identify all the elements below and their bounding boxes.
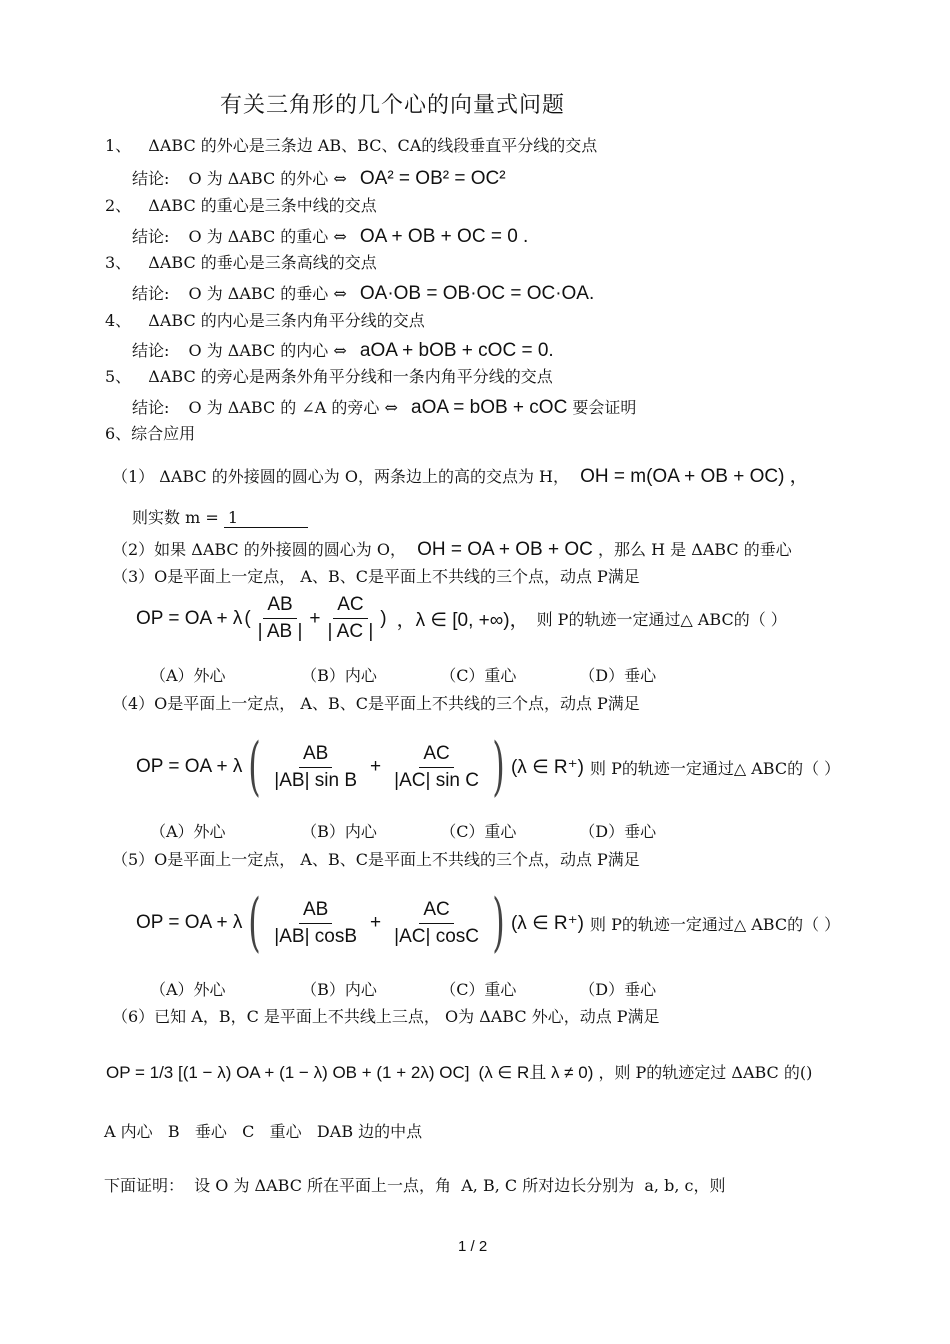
bracket-open: ( (248, 730, 262, 804)
numerator: AB (299, 743, 332, 768)
conclusion-1 (132, 166, 506, 190)
item-text: ΔABC 的旁心是两条外角平分线和一条内角平分线的交点 (148, 367, 553, 386)
conclusion-text: O 为 ΔABC 的 ∠A 的旁心 ⇔ (188, 398, 398, 417)
numerator: AC (333, 594, 367, 619)
bracket-close: ) (492, 886, 505, 960)
question-tail: 则 P的轨迹一定通过△ ABC的（ ） (589, 914, 841, 934)
option-d: （D）垂心 (579, 822, 657, 841)
condition: (λ ∈ R且 λ ≠ 0) (478, 1063, 594, 1082)
question-5-formula (136, 878, 840, 968)
question-3-options (150, 663, 656, 686)
numerator: AC (419, 743, 453, 768)
option-d: （D）垂心 (579, 666, 657, 685)
fraction-ab (254, 594, 307, 643)
question-1-answer (132, 505, 308, 528)
conclusion-label: 结论: (132, 341, 170, 360)
item-2 (105, 193, 377, 216)
denominator: |AC| sin C (394, 769, 479, 791)
item-number: 4、 (105, 311, 132, 330)
fraction-ac (390, 743, 483, 792)
conclusion-label: 结论: (132, 398, 170, 417)
option-a: （A）外心 (150, 666, 226, 685)
question-5: （5）O是平面上一定点， A、B、C是平面上不共线的三个点，动点 P满足 (112, 850, 640, 869)
question-5-options (150, 977, 656, 1000)
formula: OP = 1/3 [(1 − λ) OA + (1 − λ) OB + (1 + 2λ) OC] (106, 1063, 470, 1082)
denominator: | AC | (327, 621, 374, 642)
formula: aOA = bOB + cOC (411, 397, 568, 418)
question-tail: 则 P的轨迹一定通过△ ABC的（ ） (589, 758, 841, 778)
formula-lhs: OP = OA + λ (136, 756, 243, 777)
question-3: （3）O是平面上一定点， A、B、C是平面上不共线的三个点，动点 P满足 (112, 567, 640, 586)
page-number: 1 / 2 (458, 1238, 488, 1255)
question-tail: 则 P的轨迹一定通过△ ABC的（ ） (536, 610, 787, 629)
answer-blank: 1 (224, 508, 308, 528)
fraction-ac (390, 899, 483, 948)
item-number: 5、 (105, 367, 132, 386)
item-5 (105, 364, 553, 387)
formula: OA·OB = OB·OC = OC·OA. (359, 283, 595, 304)
question-text: （1） ΔABC 的外接圆的圆心为 O，两条边上的高的交点为 H， (112, 467, 570, 486)
option-b: （B）内心 (301, 666, 377, 685)
bracket-close: ) (492, 730, 505, 804)
conclusion-label: 结论: (132, 227, 170, 246)
bracket-open: ( (248, 886, 262, 960)
question-6-options: A 内心 B 垂心 C 重心 DAB 边的中点 (104, 1122, 423, 1141)
option-a: （A）外心 (150, 822, 226, 841)
item-4 (105, 308, 425, 331)
question-4-options (150, 819, 656, 842)
question-tail: ，则 P的轨迹定过 ΔABC 的() (598, 1063, 813, 1082)
question-1 (112, 461, 809, 488)
formula: aOA + bOB + cOC = 0. (359, 340, 554, 361)
section-heading: 6、综合应用 (105, 424, 196, 443)
question-4: （4）O是平面上一定点， A、B、C是平面上不共线的三个点，动点 P满足 (112, 694, 640, 713)
option-d: （D）垂心 (579, 980, 657, 999)
item-1 (105, 133, 597, 156)
conclusion-text: O 为 ΔABC 的重心 ⇔ (188, 227, 347, 246)
option-a: （A）外心 (150, 980, 226, 999)
numerator: AB (263, 594, 296, 619)
plus-sign: + (370, 756, 382, 777)
conclusion-text: O 为 ΔABC 的垂心 ⇔ (188, 284, 347, 303)
fraction-ab (270, 899, 361, 948)
numerator: AC (419, 899, 453, 924)
conclusion-4 (132, 338, 554, 362)
item-3 (105, 250, 377, 273)
option-b: （B）内心 (301, 980, 377, 999)
paren-open: ( (244, 607, 251, 629)
option-c: （C）重心 (440, 822, 517, 841)
formula-lhs: OP = OA + λ (136, 912, 243, 933)
conclusion-text: O 为 ΔABC 的外心 ⇔ (188, 169, 347, 188)
item-number: 3、 (105, 253, 132, 272)
fraction-ac (324, 594, 378, 643)
denominator: |AC| cosC (394, 925, 479, 947)
item-text: ΔABC 的重心是三条中线的交点 (148, 196, 377, 215)
condition: ，λ ∈ [0, +∞)， (396, 610, 529, 631)
formula-lhs: OP = OA + λ (136, 607, 243, 629)
conclusion-2 (132, 224, 528, 248)
numerator: AB (299, 899, 332, 924)
note: 要会证明 (572, 398, 637, 417)
answer-label: 则实数 m = (132, 508, 219, 527)
conclusion-text: O 为 ΔABC 的内心 ⇔ (188, 341, 347, 360)
denominator: | AB | (257, 621, 303, 642)
item-number: 1、 (105, 136, 132, 155)
formula: OH = OA + OB + OC (417, 539, 593, 560)
item-number: 2、 (105, 196, 132, 215)
denominator: |AB| sin B (274, 769, 358, 791)
option-c: （C）重心 (440, 666, 517, 685)
item-text: ΔABC 的外心是三条边 AB、BC、CA的线段垂直平分线的交点 (148, 136, 598, 155)
formula: OH = m(OA + OB + OC) ， (580, 466, 809, 487)
paren-close: ) (380, 607, 387, 629)
option-b: （B）内心 (301, 822, 377, 841)
proof-intro: 下面证明： 设 O 为 ΔABC 所在平面上一点，角 A, B, C 所对边长分别为 a, b, c，则 (104, 1176, 726, 1195)
condition: (λ ∈ R⁺) (510, 756, 584, 778)
item-text: ΔABC 的内心是三条内角平分线的交点 (148, 311, 425, 330)
fraction-ab (270, 743, 361, 792)
formula: OA² = OB² = OC² (359, 168, 506, 189)
conclusion-5 (132, 395, 636, 419)
question-3-formula (136, 594, 787, 643)
plus-sign: + (309, 607, 321, 629)
plus-sign: + (370, 912, 382, 933)
condition: (λ ∈ R⁺) (510, 912, 584, 934)
question-text: （2）如果 ΔABC 的外接圆的圆心为 O， (112, 540, 406, 559)
question-2 (112, 537, 792, 561)
question-4-formula (136, 722, 840, 812)
question-6-formula (106, 1058, 812, 1083)
option-c: （C）重心 (440, 980, 517, 999)
conclusion-3 (132, 281, 594, 305)
page-title: 有关三角形的几个心的向量式问题 (220, 93, 566, 118)
formula: OA + OB + OC = 0 . (359, 226, 529, 247)
question-tail: ，那么 H 是 ΔABC 的垂心 (597, 540, 792, 559)
question-6: （6）已知 A，B，C 是平面上不共线上三点， O为 ΔABC 外心，动点 P满足 (112, 1007, 660, 1026)
denominator: |AB| cosB (274, 925, 358, 947)
conclusion-label: 结论: (132, 169, 170, 188)
conclusion-label: 结论: (132, 284, 170, 303)
item-text: ΔABC 的垂心是三条高线的交点 (148, 253, 377, 272)
